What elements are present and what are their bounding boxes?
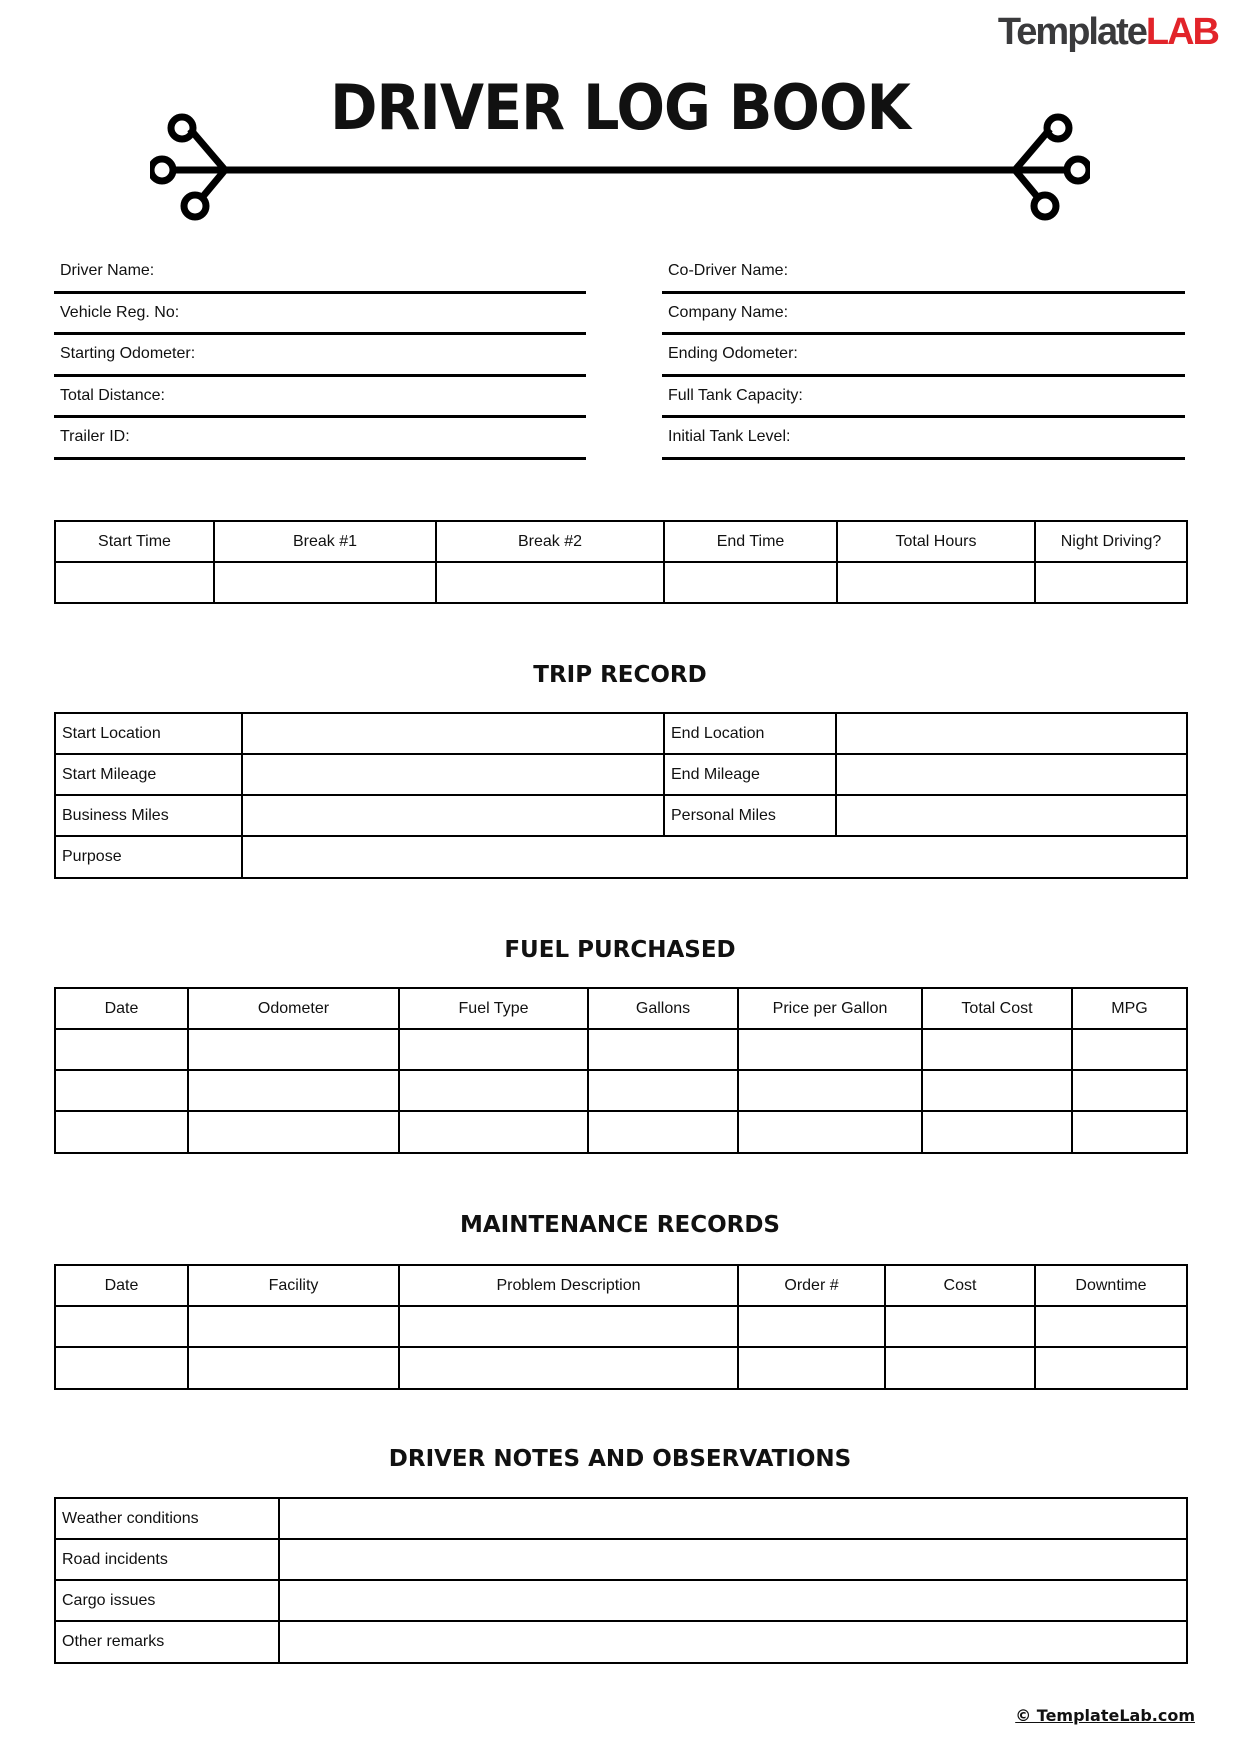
maintenance-cell[interactable] bbox=[188, 1347, 399, 1389]
company-name-field[interactable] bbox=[662, 294, 1185, 336]
fuel-cell[interactable] bbox=[922, 1070, 1072, 1111]
purpose-label: Purpose bbox=[55, 836, 242, 878]
table-row bbox=[55, 1029, 1187, 1070]
header-total-cost: Total Cost bbox=[922, 988, 1072, 1029]
fuel-cell[interactable] bbox=[55, 1029, 188, 1070]
start-location-label: Start Location bbox=[55, 713, 242, 754]
header-gallons: Gallons bbox=[588, 988, 738, 1029]
start-mileage-value[interactable] bbox=[242, 754, 664, 795]
maintenance-cell[interactable] bbox=[885, 1347, 1035, 1389]
info-fields-right bbox=[662, 252, 1185, 460]
header-downtime: Downtime bbox=[1035, 1265, 1187, 1306]
break-2-cell[interactable] bbox=[436, 562, 664, 603]
header-date: Date bbox=[55, 1265, 188, 1306]
business-miles-value[interactable] bbox=[242, 795, 664, 836]
fuel-cell[interactable] bbox=[399, 1070, 588, 1111]
total-hours-cell[interactable] bbox=[837, 562, 1035, 603]
ending-odometer-field[interactable] bbox=[662, 335, 1185, 377]
time-table bbox=[54, 520, 1188, 604]
maintenance-cell[interactable] bbox=[885, 1306, 1035, 1347]
driver-notes-heading: DRIVER NOTES AND OBSERVATIONS bbox=[388, 1446, 852, 1472]
table-row bbox=[55, 1539, 1187, 1580]
info-fields-left bbox=[54, 252, 586, 460]
maintenance-cell[interactable] bbox=[1035, 1306, 1187, 1347]
table-header-row bbox=[55, 988, 1187, 1029]
table-row bbox=[55, 1111, 1187, 1153]
fuel-cell[interactable] bbox=[399, 1029, 588, 1070]
fuel-cell[interactable] bbox=[588, 1070, 738, 1111]
header-mpg: MPG bbox=[1072, 988, 1187, 1029]
end-mileage-label: End Mileage bbox=[664, 754, 836, 795]
fuel-cell[interactable] bbox=[188, 1070, 399, 1111]
field-label: Trailer ID: bbox=[60, 428, 130, 445]
field-label: Initial Tank Level: bbox=[668, 428, 791, 445]
field-label: Total Distance: bbox=[60, 386, 165, 404]
fuel-cell[interactable] bbox=[738, 1070, 922, 1111]
field-label: Co-Driver Name: bbox=[668, 262, 789, 279]
end-time-cell[interactable] bbox=[664, 562, 837, 603]
header-cost: Cost bbox=[885, 1265, 1035, 1306]
road-incidents-value[interactable] bbox=[279, 1539, 1187, 1580]
header-start-time: Start Time bbox=[55, 521, 214, 562]
maintenance-cell[interactable] bbox=[738, 1347, 885, 1389]
field-label: Ending Odometer: bbox=[668, 345, 798, 362]
fuel-purchased-heading: FUEL PURCHASED bbox=[504, 937, 736, 963]
header-date: Date bbox=[55, 988, 188, 1029]
logo-text-template: Template bbox=[997, 11, 1146, 53]
full-tank-capacity-field[interactable] bbox=[662, 377, 1185, 419]
business-miles-label: Business Miles bbox=[55, 795, 242, 836]
maintenance-cell[interactable] bbox=[399, 1306, 738, 1347]
table-header-row bbox=[55, 521, 1187, 562]
trip-record-table bbox=[54, 712, 1188, 879]
fuel-cell[interactable] bbox=[55, 1111, 188, 1153]
decorative-divider bbox=[150, 110, 1090, 230]
table-row bbox=[55, 795, 1187, 836]
header-odometer: Odometer bbox=[188, 988, 399, 1029]
table-row bbox=[55, 1498, 1187, 1539]
fuel-cell[interactable] bbox=[588, 1029, 738, 1070]
vehicle-reg-field[interactable] bbox=[54, 294, 586, 336]
maintenance-cell[interactable] bbox=[55, 1306, 188, 1347]
header-break-2: Break #2 bbox=[436, 521, 664, 562]
fuel-cell[interactable] bbox=[188, 1111, 399, 1153]
fuel-cell[interactable] bbox=[1072, 1070, 1187, 1111]
page-title: DRIVER LOG BOOK bbox=[330, 71, 910, 144]
personal-miles-value[interactable] bbox=[836, 795, 1187, 836]
other-remarks-label: Other remarks bbox=[55, 1621, 279, 1663]
personal-miles-label: Personal Miles bbox=[664, 795, 836, 836]
header-end-time: End Time bbox=[664, 521, 837, 562]
driver-notes-table bbox=[54, 1497, 1188, 1664]
field-label: Company Name: bbox=[668, 303, 789, 321]
start-mileage-label: Start Mileage bbox=[55, 754, 242, 795]
header-problem-description: Problem Description bbox=[399, 1265, 738, 1306]
fuel-purchased-table bbox=[54, 987, 1188, 1154]
maintenance-records-heading: MAINTENANCE RECORDS bbox=[459, 1212, 780, 1238]
fuel-cell[interactable] bbox=[1072, 1111, 1187, 1153]
maintenance-cell[interactable] bbox=[188, 1306, 399, 1347]
maintenance-cell[interactable] bbox=[399, 1347, 738, 1389]
fuel-cell[interactable] bbox=[399, 1111, 588, 1153]
header-break-1: Break #1 bbox=[214, 521, 436, 562]
logo-text-lab: LAB bbox=[1145, 11, 1218, 53]
maintenance-records-table bbox=[54, 1264, 1188, 1390]
break-1-cell[interactable] bbox=[214, 562, 436, 603]
table-row bbox=[55, 1070, 1187, 1111]
initial-tank-level-field[interactable] bbox=[662, 418, 1185, 460]
weather-conditions-label: Weather conditions bbox=[55, 1498, 279, 1539]
fuel-cell[interactable] bbox=[738, 1111, 922, 1153]
header-order-number: Order # bbox=[738, 1265, 885, 1306]
start-time-cell[interactable] bbox=[55, 562, 214, 603]
table-header-row bbox=[55, 1265, 1187, 1306]
night-driving-cell[interactable] bbox=[1035, 562, 1187, 603]
table-row bbox=[55, 1306, 1187, 1347]
table-row bbox=[55, 836, 1187, 878]
fuel-cell[interactable] bbox=[188, 1029, 399, 1070]
header-fuel-type: Fuel Type bbox=[399, 988, 588, 1029]
copyright-link[interactable]: © TemplateLab.com bbox=[1015, 1706, 1195, 1725]
end-mileage-value[interactable] bbox=[836, 754, 1187, 795]
fuel-cell[interactable] bbox=[1072, 1029, 1187, 1070]
co-driver-name-field[interactable] bbox=[662, 252, 1185, 294]
purpose-value[interactable] bbox=[242, 836, 1187, 878]
fuel-cell[interactable] bbox=[55, 1070, 188, 1111]
field-label: Starting Odometer: bbox=[60, 345, 196, 362]
header-total-hours: Total Hours bbox=[837, 521, 1035, 562]
fuel-cell[interactable] bbox=[922, 1029, 1072, 1070]
fuel-cell[interactable] bbox=[588, 1111, 738, 1153]
total-distance-field[interactable] bbox=[54, 377, 586, 419]
field-label: Full Tank Capacity: bbox=[668, 386, 803, 404]
header-price-per-gallon: Price per Gallon bbox=[738, 988, 922, 1029]
starting-odometer-field[interactable] bbox=[54, 335, 586, 377]
weather-conditions-value[interactable] bbox=[279, 1498, 1187, 1539]
trailer-id-field[interactable] bbox=[54, 418, 586, 460]
table-row bbox=[55, 562, 1187, 603]
header-facility: Facility bbox=[188, 1265, 399, 1306]
maintenance-cell[interactable] bbox=[1035, 1347, 1187, 1389]
field-label: Vehicle Reg. No: bbox=[60, 303, 180, 321]
maintenance-cell[interactable] bbox=[738, 1306, 885, 1347]
table-row bbox=[55, 1347, 1187, 1389]
end-location-value[interactable] bbox=[836, 713, 1187, 754]
fuel-cell[interactable] bbox=[922, 1111, 1072, 1153]
header-night-driving: Night Driving? bbox=[1035, 521, 1187, 562]
cargo-issues-value[interactable] bbox=[279, 1580, 1187, 1621]
start-location-value[interactable] bbox=[242, 713, 664, 754]
end-location-label: End Location bbox=[664, 713, 836, 754]
road-incidents-label: Road incidents bbox=[55, 1539, 279, 1580]
other-remarks-value[interactable] bbox=[279, 1621, 1187, 1663]
driver-name-field[interactable] bbox=[54, 252, 586, 294]
table-row bbox=[55, 1621, 1187, 1663]
maintenance-cell[interactable] bbox=[55, 1347, 188, 1389]
trip-record-heading: TRIP RECORD bbox=[533, 662, 707, 688]
table-row bbox=[55, 1580, 1187, 1621]
table-row bbox=[55, 713, 1187, 754]
table-row bbox=[55, 754, 1187, 795]
cargo-issues-label: Cargo issues bbox=[55, 1580, 279, 1621]
field-label: Driver Name: bbox=[60, 262, 155, 279]
templatelab-logo bbox=[998, 10, 1218, 54]
fuel-cell[interactable] bbox=[738, 1029, 922, 1070]
